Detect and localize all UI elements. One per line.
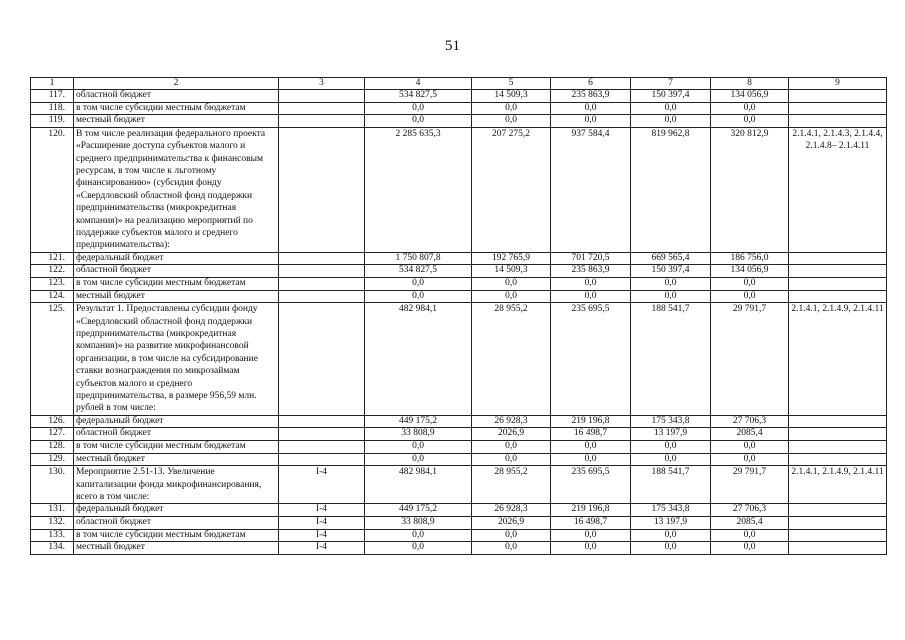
row-code xyxy=(279,303,365,416)
value-col5: 2026,9 xyxy=(472,517,551,530)
row-name: Результат 1. Предоставлены субсидии фонду «Свердловский областной фонд поддержки предпринимательства (микрокредитная компания)» на развитие микрофинансовой организации, в том числе на субсидирование ставки вознаграждения по микрозаймам субъектов малого и среднего предпринимательства, в размере 956,59 млн. рублей в том числе: xyxy=(74,303,279,416)
value-col4: 449 175,2 xyxy=(365,415,472,428)
value-col7: 150 397,4 xyxy=(631,90,711,103)
row-number: 129. xyxy=(31,453,74,466)
value-col5: 0,0 xyxy=(472,290,551,303)
row-name: местный бюджет xyxy=(74,115,279,128)
value-col5: 28 955,2 xyxy=(472,303,551,416)
row-number: 131. xyxy=(31,504,74,517)
row-number: 132. xyxy=(31,517,74,530)
row-code xyxy=(279,415,365,428)
row-code xyxy=(279,290,365,303)
table-body xyxy=(31,90,887,555)
budget-table xyxy=(30,77,887,555)
value-col7: 13 197,9 xyxy=(631,428,711,441)
table-row xyxy=(31,115,887,128)
value-col6: 0,0 xyxy=(551,290,631,303)
value-col7: 0,0 xyxy=(631,529,711,542)
row-targets: 2.1.4.1, 2.1.4.9, 2.1.4.11 xyxy=(789,303,887,416)
table-row xyxy=(31,415,887,428)
row-name: в том числе субсидии местным бюджетам xyxy=(74,102,279,115)
row-code: I-4 xyxy=(279,542,365,555)
value-col8: 0,0 xyxy=(711,278,789,291)
row-targets xyxy=(789,441,887,454)
column-header: 9 xyxy=(789,78,887,90)
table-row xyxy=(31,542,887,555)
value-col8: 2085,4 xyxy=(711,517,789,530)
value-col4: 33 808,9 xyxy=(365,517,472,530)
row-number: 123. xyxy=(31,278,74,291)
table-row xyxy=(31,504,887,517)
row-name: областной бюджет xyxy=(74,428,279,441)
row-targets xyxy=(789,415,887,428)
value-col7: 0,0 xyxy=(631,115,711,128)
value-col7: 13 197,9 xyxy=(631,517,711,530)
value-col6: 701 720,5 xyxy=(551,252,631,265)
row-number: 120. xyxy=(31,127,74,252)
value-col6: 16 498,7 xyxy=(551,517,631,530)
value-col8: 0,0 xyxy=(711,115,789,128)
row-code xyxy=(279,102,365,115)
column-header: 7 xyxy=(631,78,711,90)
row-targets xyxy=(789,517,887,530)
table-row xyxy=(31,303,887,416)
table-row xyxy=(31,290,887,303)
row-targets xyxy=(789,90,887,103)
row-code: I-4 xyxy=(279,529,365,542)
row-code: I-4 xyxy=(279,504,365,517)
row-targets xyxy=(789,529,887,542)
value-col4: 0,0 xyxy=(365,102,472,115)
value-col5: 0,0 xyxy=(472,542,551,555)
column-header: 1 xyxy=(31,78,74,90)
value-col4: 0,0 xyxy=(365,441,472,454)
table-row xyxy=(31,441,887,454)
value-col6: 219 196,8 xyxy=(551,415,631,428)
table-row xyxy=(31,102,887,115)
row-targets xyxy=(789,453,887,466)
row-targets xyxy=(789,265,887,278)
table-row xyxy=(31,517,887,530)
row-code xyxy=(279,90,365,103)
value-col6: 219 196,8 xyxy=(551,504,631,517)
row-name: в том числе субсидии местным бюджетам xyxy=(74,529,279,542)
row-targets: 2.1.4.1, 2.1.4.9, 2.1.4.11 xyxy=(789,466,887,504)
value-col5: 0,0 xyxy=(472,102,551,115)
table-row xyxy=(31,453,887,466)
row-name: федеральный бюджет xyxy=(74,252,279,265)
value-col5: 0,0 xyxy=(472,441,551,454)
table-row xyxy=(31,127,887,252)
value-col4: 534 827,5 xyxy=(365,265,472,278)
row-code xyxy=(279,453,365,466)
value-col7: 669 565,4 xyxy=(631,252,711,265)
value-col8: 320 812,9 xyxy=(711,127,789,252)
row-name: местный бюджет xyxy=(74,290,279,303)
value-col6: 0,0 xyxy=(551,441,631,454)
value-col6: 0,0 xyxy=(551,102,631,115)
row-code xyxy=(279,278,365,291)
row-number: 128. xyxy=(31,441,74,454)
value-col7: 150 397,4 xyxy=(631,265,711,278)
value-col8: 186 756,0 xyxy=(711,252,789,265)
row-number: 127. xyxy=(31,428,74,441)
value-col7: 175 343,8 xyxy=(631,504,711,517)
value-col7: 188 541,7 xyxy=(631,303,711,416)
value-col5: 26 928,3 xyxy=(472,415,551,428)
row-name: областной бюджет xyxy=(74,517,279,530)
table-row xyxy=(31,265,887,278)
row-targets xyxy=(789,102,887,115)
value-col6: 235 695,5 xyxy=(551,466,631,504)
value-col7: 188 541,7 xyxy=(631,466,711,504)
value-col6: 16 498,7 xyxy=(551,428,631,441)
row-number: 126. xyxy=(31,415,74,428)
table-row xyxy=(31,466,887,504)
value-col5: 0,0 xyxy=(472,529,551,542)
row-targets xyxy=(789,542,887,555)
row-name: местный бюджет xyxy=(74,453,279,466)
row-number: 117. xyxy=(31,90,74,103)
row-targets: 2.1.4.1, 2.1.4.3, 2.1.4.4, 2.1.4.8– 2.1.4.11 xyxy=(789,127,887,252)
page-number: 51 xyxy=(445,38,460,54)
value-col7: 0,0 xyxy=(631,278,711,291)
row-name: местный бюджет xyxy=(74,542,279,555)
row-name: федеральный бюджет xyxy=(74,504,279,517)
row-name: В том числе реализация федерального проекта «Расширение доступа субъектов малого и среднего предпринимательства к финансовым ресурсам, в том числе к льготному финансированию» (субсидия фонду «Свердловский областной фонд поддержки предпринимательства (микрокредитная компания)» на реализацию мероприятий по поддержке субъектов малого и среднего предпринимательства): xyxy=(74,127,279,252)
column-header: 6 xyxy=(551,78,631,90)
value-col8: 27 706,3 xyxy=(711,415,789,428)
value-col4: 482 984,1 xyxy=(365,303,472,416)
value-col8: 134 056,9 xyxy=(711,265,789,278)
row-number: 130. xyxy=(31,466,74,504)
value-col6: 235 863,9 xyxy=(551,90,631,103)
value-col8: 0,0 xyxy=(711,529,789,542)
value-col4: 0,0 xyxy=(365,542,472,555)
table-row xyxy=(31,278,887,291)
column-header: 3 xyxy=(279,78,365,90)
row-number: 133. xyxy=(31,529,74,542)
row-code xyxy=(279,115,365,128)
value-col7: 0,0 xyxy=(631,542,711,555)
value-col8: 27 706,3 xyxy=(711,504,789,517)
row-name: в том числе субсидии местным бюджетам xyxy=(74,278,279,291)
value-col8: 0,0 xyxy=(711,441,789,454)
value-col4: 0,0 xyxy=(365,278,472,291)
value-col8: 0,0 xyxy=(711,453,789,466)
value-col4: 482 984,1 xyxy=(365,466,472,504)
value-col5: 14 509,3 xyxy=(472,90,551,103)
row-code xyxy=(279,428,365,441)
row-code: I-4 xyxy=(279,517,365,530)
table-row xyxy=(31,90,887,103)
value-col8: 29 791,7 xyxy=(711,466,789,504)
value-col4: 33 808,9 xyxy=(365,428,472,441)
value-col4: 534 827,5 xyxy=(365,90,472,103)
value-col8: 29 791,7 xyxy=(711,303,789,416)
value-col4: 0,0 xyxy=(365,115,472,128)
value-col7: 0,0 xyxy=(631,453,711,466)
value-col7: 0,0 xyxy=(631,441,711,454)
column-header: 5 xyxy=(472,78,551,90)
value-col5: 28 955,2 xyxy=(472,466,551,504)
row-number: 125. xyxy=(31,303,74,416)
value-col6: 0,0 xyxy=(551,453,631,466)
column-header: 4 xyxy=(365,78,472,90)
value-col7: 0,0 xyxy=(631,290,711,303)
value-col5: 0,0 xyxy=(472,278,551,291)
row-code xyxy=(279,265,365,278)
value-col6: 0,0 xyxy=(551,529,631,542)
row-name: областной бюджет xyxy=(74,90,279,103)
row-name: в том числе субсидии местным бюджетам xyxy=(74,441,279,454)
value-col7: 0,0 xyxy=(631,102,711,115)
value-col7: 819 962,8 xyxy=(631,127,711,252)
column-header: 2 xyxy=(74,78,279,90)
row-number: 119. xyxy=(31,115,74,128)
table-row xyxy=(31,428,887,441)
value-col6: 0,0 xyxy=(551,278,631,291)
value-col7: 175 343,8 xyxy=(631,415,711,428)
row-targets xyxy=(789,278,887,291)
row-code xyxy=(279,252,365,265)
value-col8: 0,0 xyxy=(711,290,789,303)
row-targets xyxy=(789,115,887,128)
row-code: I-4 xyxy=(279,466,365,504)
value-col4: 2 285 635,3 xyxy=(365,127,472,252)
value-col4: 449 175,2 xyxy=(365,504,472,517)
row-targets xyxy=(789,290,887,303)
value-col6: 937 584,4 xyxy=(551,127,631,252)
row-number: 121. xyxy=(31,252,74,265)
value-col6: 0,0 xyxy=(551,542,631,555)
value-col6: 235 863,9 xyxy=(551,265,631,278)
row-code xyxy=(279,441,365,454)
row-number: 134. xyxy=(31,542,74,555)
value-col4: 1 750 807,8 xyxy=(365,252,472,265)
value-col5: 26 928,3 xyxy=(472,504,551,517)
value-col5: 0,0 xyxy=(472,453,551,466)
value-col8: 134 056,9 xyxy=(711,90,789,103)
value-col8: 0,0 xyxy=(711,102,789,115)
table-row xyxy=(31,529,887,542)
value-col4: 0,0 xyxy=(365,529,472,542)
row-number: 118. xyxy=(31,102,74,115)
value-col8: 2085,4 xyxy=(711,428,789,441)
row-targets xyxy=(789,428,887,441)
value-col5: 207 275,2 xyxy=(472,127,551,252)
row-name: Мероприятие 2.51-13. Увеличение капитализации фонда микрофинансирования, всего в том числе: xyxy=(74,466,279,504)
header-row xyxy=(31,78,887,90)
row-targets xyxy=(789,504,887,517)
row-name: федеральный бюджет xyxy=(74,415,279,428)
column-header: 8 xyxy=(711,78,789,90)
row-number: 124. xyxy=(31,290,74,303)
table-row xyxy=(31,252,887,265)
row-targets xyxy=(789,252,887,265)
value-col4: 0,0 xyxy=(365,453,472,466)
value-col5: 0,0 xyxy=(472,115,551,128)
value-col5: 192 765,9 xyxy=(472,252,551,265)
row-number: 122. xyxy=(31,265,74,278)
value-col4: 0,0 xyxy=(365,290,472,303)
value-col5: 2026,9 xyxy=(472,428,551,441)
value-col6: 235 695,5 xyxy=(551,303,631,416)
row-code xyxy=(279,127,365,252)
value-col6: 0,0 xyxy=(551,115,631,128)
row-name: областной бюджет xyxy=(74,265,279,278)
value-col8: 0,0 xyxy=(711,542,789,555)
value-col5: 14 509,3 xyxy=(472,265,551,278)
